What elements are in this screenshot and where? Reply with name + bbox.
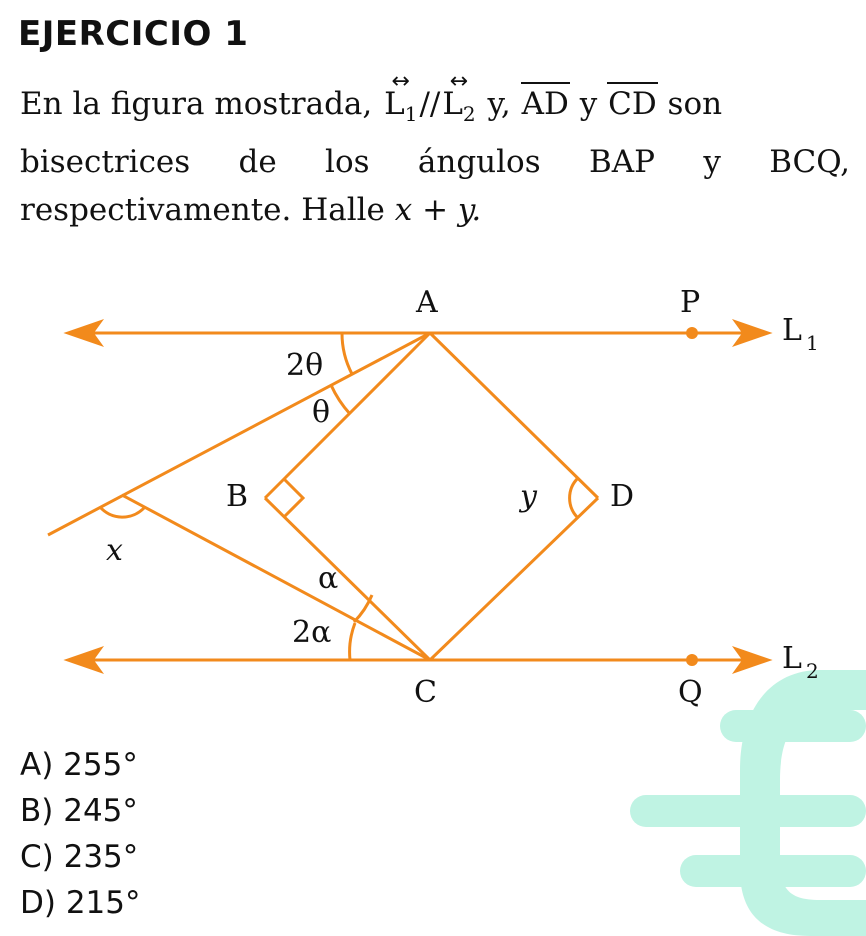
label-l2-sub: 2 xyxy=(806,659,819,683)
angle-label-alpha: α xyxy=(318,561,339,596)
segment-ad-line xyxy=(430,333,598,498)
option-c[interactable]: C) 235° xyxy=(20,839,139,875)
option-b[interactable]: B) 245° xyxy=(20,793,138,829)
label-l1: L xyxy=(782,313,802,348)
segment-dc-line xyxy=(430,498,598,660)
arc-theta xyxy=(331,385,350,414)
ray-from-c xyxy=(122,495,430,660)
option-d[interactable]: D) 215° xyxy=(20,885,141,921)
option-a[interactable]: A) 255° xyxy=(20,747,138,783)
angle-label-two-theta: 2θ xyxy=(286,348,324,383)
label-a: A xyxy=(416,285,438,320)
label-l2: L xyxy=(782,641,802,676)
geometry-figure xyxy=(0,270,866,720)
point-q xyxy=(686,654,698,666)
statement-line-2: bisectrices de los ángulos BAP y BCQ, xyxy=(20,144,850,181)
segment-ad: AD xyxy=(521,80,570,128)
arc-two-alpha xyxy=(350,623,355,660)
angle-label-x: x xyxy=(106,533,123,568)
exercise-title: EJERCICIO 1 xyxy=(18,14,249,54)
line-l1-symbol: ↔ $L_1$ xyxy=(382,80,419,138)
arc-two-theta xyxy=(342,333,352,374)
arc-y xyxy=(570,478,578,518)
arc-alpha xyxy=(354,595,372,622)
statement-line-1: En la figura mostrada, ↔ $L_1//\leftrightarrow$ $L_2$ y, AD y CD son xyxy=(20,80,850,138)
expression: x + y. xyxy=(394,192,482,229)
label-p: P xyxy=(680,285,701,320)
segment-cd: CD xyxy=(607,80,658,128)
segment-bc xyxy=(265,498,430,660)
angle-label-two-alpha: 2α xyxy=(292,615,332,650)
problem-statement xyxy=(20,80,850,234)
label-c: C xyxy=(414,675,437,710)
label-q: Q xyxy=(678,675,703,710)
answer-options xyxy=(20,742,141,926)
right-angle-mark xyxy=(284,479,303,517)
point-p xyxy=(686,327,698,339)
label-l1-sub: 1 xyxy=(806,331,819,355)
line-l2-symbol: ↔ $L_2$ xyxy=(440,80,477,138)
angle-label-theta: θ xyxy=(312,395,331,430)
label-b: B xyxy=(226,479,249,514)
angle-label-y: y xyxy=(520,479,537,514)
label-d: D xyxy=(610,479,635,514)
arc-x xyxy=(100,507,144,517)
statement-line-3: respectivamente. Halle x + y. xyxy=(20,192,482,229)
